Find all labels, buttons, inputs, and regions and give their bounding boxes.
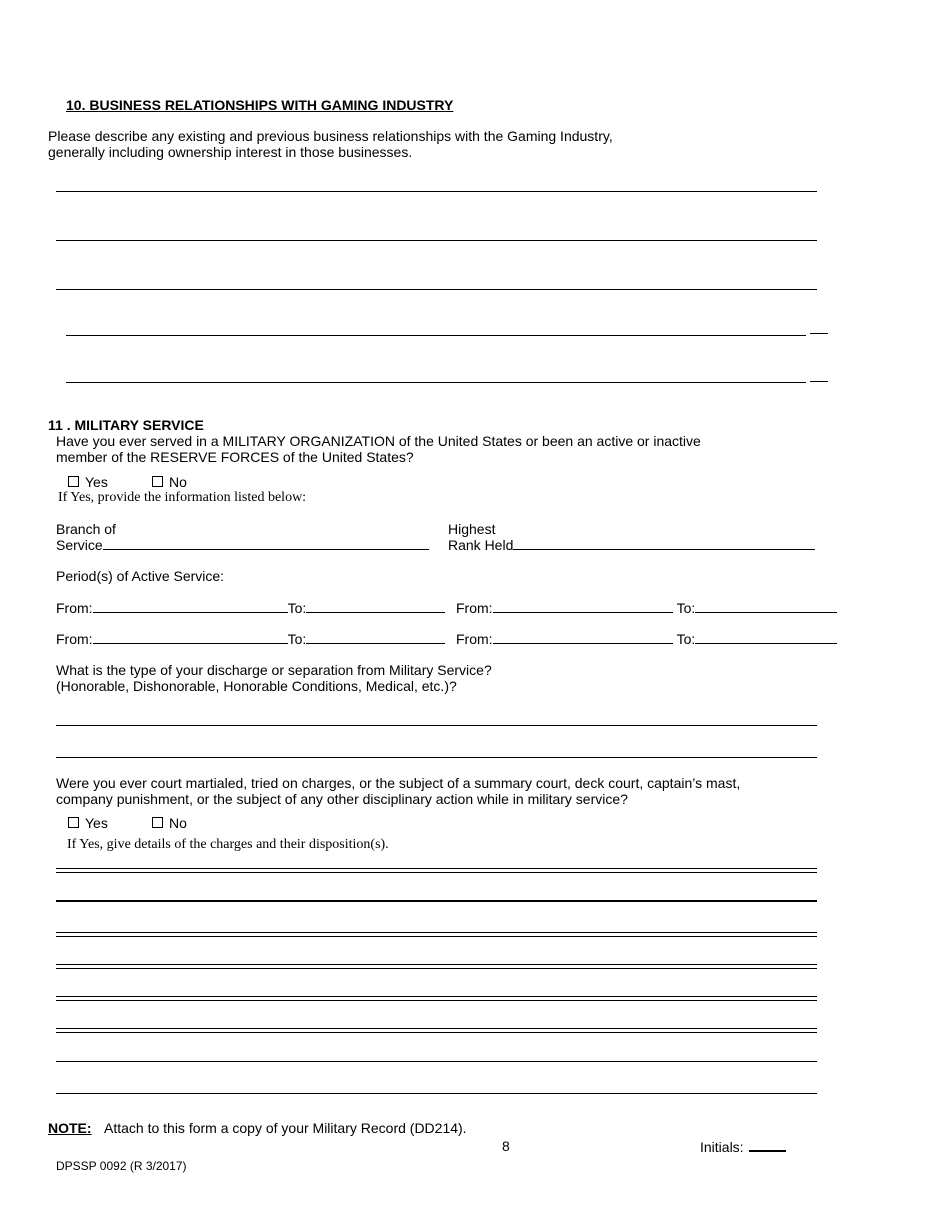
answer-line[interactable] (56, 1061, 817, 1062)
branch-label-line1: Branch of (56, 521, 116, 537)
court-question-line2: company punishment, or the subject of any other disciplinary action while in military service? (56, 791, 628, 807)
if-yes-details: If Yes, give details of the charges and their disposition(s). (67, 837, 389, 852)
period-4-from-field[interactable] (456, 631, 837, 647)
from-label: From: (456, 600, 493, 616)
to-input-line[interactable] (306, 631, 445, 644)
answer-line-tail (810, 381, 828, 382)
to-input-line[interactable] (695, 600, 837, 613)
discharge-question-line2: (Honorable, Dishonorable, Honorable Conditions, Medical, etc.)? (56, 678, 457, 694)
discharge-question-line1: What is the type of your discharge or separation from Military Service? (56, 662, 492, 678)
note-label: NOTE: (48, 1120, 92, 1136)
from-label: From: (56, 631, 93, 647)
no-label: No (169, 474, 187, 490)
yes-label: Yes (85, 815, 108, 831)
answer-line-tail (810, 333, 828, 334)
court-question-line1: Were you ever court martialed, tried on charges, or the subject of a summary court, deck court, captain’s mast, (56, 775, 741, 791)
from-input-line[interactable] (93, 631, 288, 644)
from-input-line[interactable] (93, 600, 288, 613)
answer-line[interactable] (56, 868, 817, 873)
from-label: From: (456, 631, 493, 647)
answer-line[interactable] (56, 932, 817, 937)
military-question-line1: Have you ever served in a MILITARY ORGANIZATION of the United States or been an active or inactive (56, 433, 701, 449)
section-10-description-line2: generally including ownership interest in those businesses. (48, 144, 413, 160)
no-label: No (169, 815, 187, 831)
yes-checkbox[interactable] (68, 817, 79, 828)
section-11-heading: 11 . MILITARY SERVICE (48, 417, 204, 433)
initials-label: Initials: (700, 1139, 744, 1155)
from-label: From: (56, 600, 93, 616)
to-label: To: (676, 600, 696, 616)
answer-line[interactable] (66, 335, 806, 336)
to-label: To: (287, 600, 307, 616)
rank-label-line2: Rank Held (448, 537, 514, 553)
answer-line[interactable] (56, 996, 817, 1001)
yes-checkbox[interactable] (68, 476, 79, 487)
answer-line[interactable] (66, 382, 806, 383)
answer-line[interactable] (56, 725, 817, 726)
military-no-option[interactable] (152, 474, 187, 490)
rank-field[interactable] (448, 537, 815, 553)
rank-input-line[interactable] (513, 537, 815, 550)
yes-label: Yes (85, 474, 108, 490)
to-label: To: (287, 631, 307, 647)
note-text: Attach to this form a copy of your Military Record (DD214). (104, 1120, 467, 1136)
military-yes-option[interactable] (68, 474, 108, 490)
answer-line[interactable] (56, 757, 817, 758)
page-number: 8 (502, 1138, 510, 1154)
no-checkbox[interactable] (152, 476, 163, 487)
period-1-from-field[interactable] (56, 600, 445, 616)
from-input-line[interactable] (493, 600, 673, 613)
answer-line[interactable] (56, 240, 817, 241)
court-no-option[interactable] (152, 815, 187, 831)
to-label: To: (676, 631, 696, 647)
answer-line[interactable] (56, 1028, 817, 1033)
no-checkbox[interactable] (152, 817, 163, 828)
form-id: DPSSP 0092 (R 3/2017) (56, 1159, 187, 1173)
initials-input-line[interactable] (749, 1138, 786, 1152)
branch-input-line[interactable] (103, 537, 429, 550)
periods-label: Period(s) of Active Service: (56, 568, 225, 584)
period-2-from-field[interactable] (456, 600, 837, 616)
military-question-line2: member of the RESERVE FORCES of the United States? (56, 449, 414, 465)
answer-line[interactable] (56, 900, 817, 902)
to-input-line[interactable] (306, 600, 445, 613)
branch-label-line2: Service (56, 537, 103, 553)
branch-field[interactable] (56, 537, 429, 553)
rank-label-line1: Highest (448, 521, 496, 537)
court-yes-option[interactable] (68, 815, 108, 831)
section-10-heading: 10. BUSINESS RELATIONSHIPS WITH GAMING INDUSTRY (66, 97, 454, 113)
to-input-line[interactable] (695, 631, 837, 644)
answer-line[interactable] (56, 964, 817, 969)
answer-line[interactable] (56, 191, 817, 192)
if-yes-info: If Yes, provide the information listed below: (58, 490, 307, 505)
initials-field[interactable] (700, 1138, 786, 1155)
answer-line[interactable] (56, 1093, 817, 1094)
section-10-description-line1: Please describe any existing and previous business relationships with the Gaming Industry, (48, 128, 613, 144)
answer-line[interactable] (56, 289, 817, 290)
from-input-line[interactable] (493, 631, 673, 644)
period-3-from-field[interactable] (56, 631, 445, 647)
